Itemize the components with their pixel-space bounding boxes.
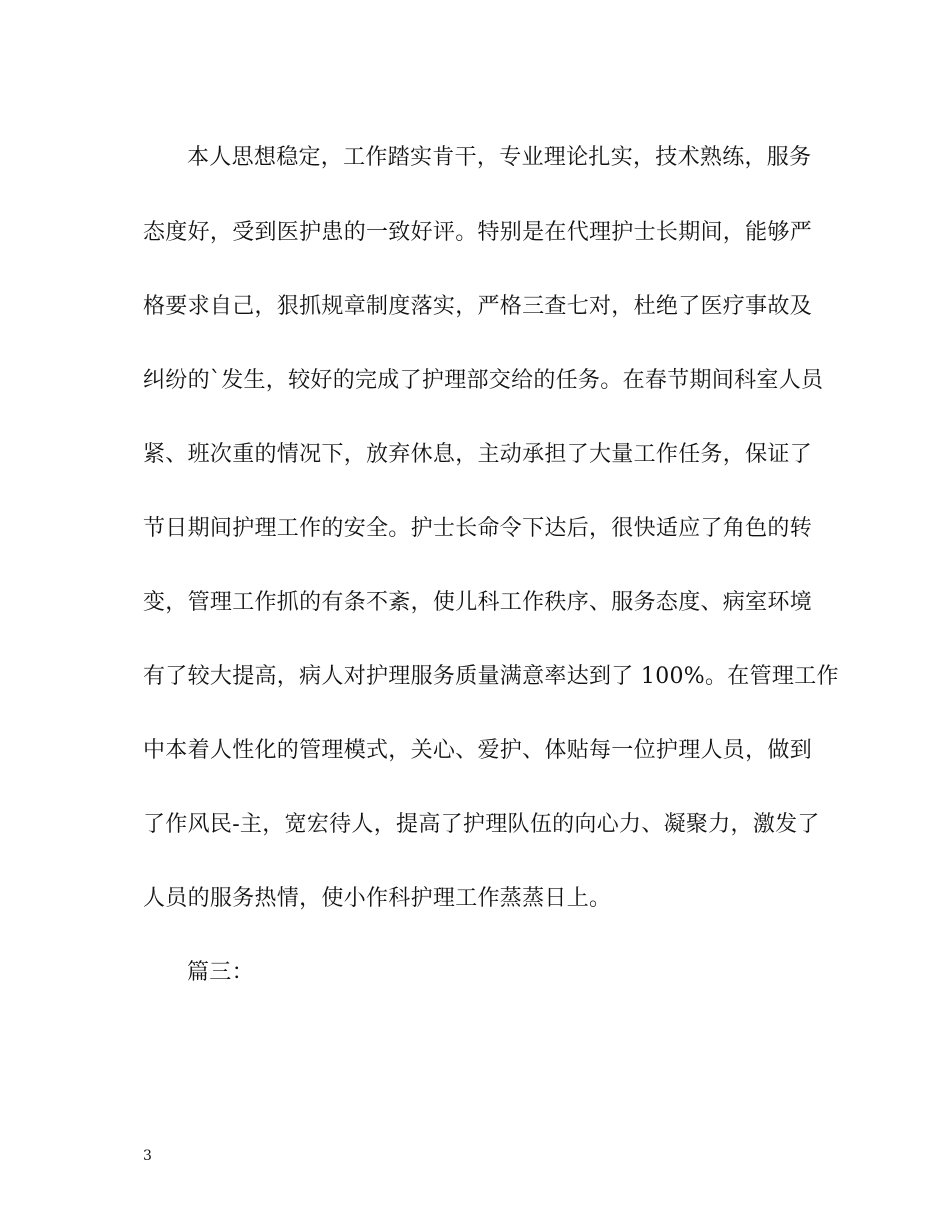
paragraph-line-9: 中本着人性化的管理模式，关心、爱护、体贴每一位护理人员，做到	[143, 738, 813, 763]
page-number: 3	[143, 1148, 152, 1164]
paragraph-line-1: 本人思想稳定，工作踏实肯干，专业理论扎实，技术熟练，服务	[187, 145, 812, 170]
paragraph-line-2: 态度好，受到医护患的一致好评。特别是在代理护士长期间，能够严	[143, 220, 813, 245]
paragraph-line-8: 有了较大提高，病人对护理服务质量满意率达到了 100%。在管理工作	[143, 664, 839, 689]
paragraph-line-10: 了作风民-主，宽宏待人，提高了护理队伍的向心力、凝聚力，激发了	[143, 812, 820, 837]
paragraph-line-5: 紧、班次重的情况下，放弃休息，主动承担了大量工作任务，保证了	[143, 442, 813, 467]
paragraph-line-6: 节日期间护理工作的安全。护士长命令下达后，很快适应了角色的转	[143, 516, 813, 541]
paragraph-line-4: 纠纷的`发生，较好的完成了护理部交给的任务。在春节期间科室人员	[143, 368, 824, 393]
paragraph-line-3: 格要求自己，狠抓规章制度落实，严格三查七对，杜绝了医疗事故及	[143, 294, 813, 319]
paragraph-line-11: 人员的服务热情，使小作科护理工作蒸蒸日上。	[143, 886, 612, 911]
section-heading: 篇三：	[187, 960, 254, 985]
paragraph-line-7: 变，管理工作抓的有条不紊，使儿科工作秩序、服务态度、病室环境	[143, 590, 813, 615]
